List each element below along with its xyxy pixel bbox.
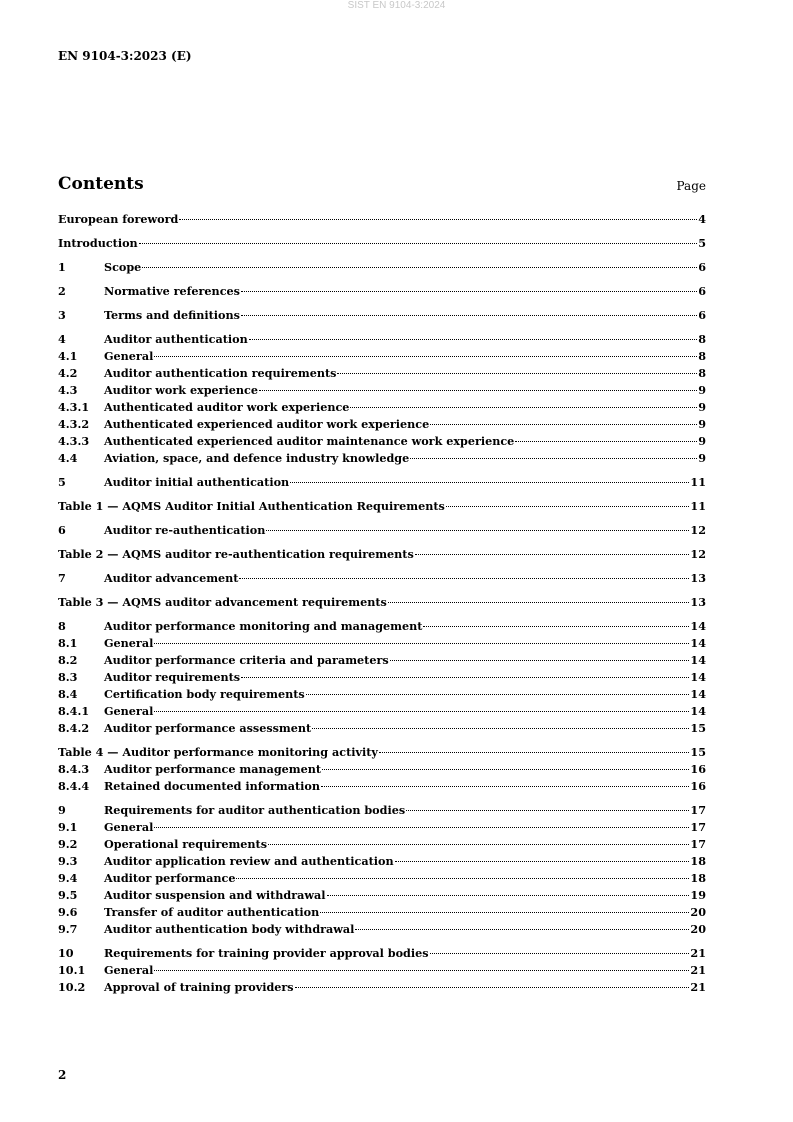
dot-leader (154, 969, 689, 971)
toc-entry-page: 16 (690, 762, 706, 776)
toc-entry-number: 4.3.1 (58, 400, 90, 414)
toc-entry-number: 4.2 (58, 366, 78, 380)
toc-entry[interactable] (58, 416, 706, 433)
toc-entry-page: 18 (690, 854, 706, 868)
toc-group (58, 307, 706, 324)
toc-entry[interactable] (58, 802, 706, 819)
toc-entry[interactable] (58, 211, 706, 228)
dot-leader (259, 389, 697, 391)
toc-entry-page: 20 (690, 922, 706, 936)
toc-entry[interactable] (58, 259, 706, 276)
toc-entry-number: 2 (58, 284, 66, 298)
toc-entry[interactable] (58, 819, 706, 836)
toc-entry-title: Requirements for training provider approval bodies (104, 946, 429, 960)
toc-entry[interactable] (58, 686, 706, 703)
toc-entry[interactable] (58, 720, 706, 737)
dot-leader (236, 877, 689, 879)
toc-entry[interactable] (58, 744, 706, 761)
toc-entry-title: General (104, 636, 154, 650)
toc-entry-page: 11 (690, 499, 706, 513)
toc-entry-title: Table 1 — AQMS Auditor Initial Authentication Requirements (58, 499, 445, 513)
toc-entry[interactable] (58, 570, 706, 587)
toc-entry[interactable] (58, 594, 706, 611)
contents-title: Contents (58, 174, 144, 194)
toc-entry-title: Auditor authentication body withdrawal (104, 922, 355, 936)
dot-leader (268, 843, 689, 845)
toc-entry-page: 5 (698, 236, 706, 250)
toc-entry-number: 9.3 (58, 854, 78, 868)
dot-leader (249, 338, 697, 340)
dot-leader (312, 727, 689, 729)
toc-entry-page: 17 (690, 820, 706, 834)
toc-entry-page: 20 (690, 905, 706, 919)
toc-entry-title: Table 4 — Auditor performance monitoring activity (58, 745, 378, 759)
dot-leader (406, 809, 689, 811)
table-of-contents (58, 211, 706, 1003)
toc-entry-number: 8.4.2 (58, 721, 90, 735)
toc-group (58, 235, 706, 252)
toc-entry[interactable] (58, 703, 706, 720)
dot-leader (430, 952, 690, 954)
toc-entry-number: 5 (58, 475, 66, 489)
toc-entry-title: Auditor authentication (104, 332, 248, 346)
toc-entry[interactable] (58, 761, 706, 778)
dot-leader (515, 440, 697, 442)
toc-entry-title: Authenticated experienced auditor maintenance work experience (104, 434, 515, 448)
toc-entry-title: Auditor suspension and withdrawal (104, 888, 326, 902)
toc-entry-title: Auditor re-authentication (104, 523, 266, 537)
dot-leader (320, 911, 689, 913)
toc-entry-number: 4.4 (58, 451, 78, 465)
toc-entry-title: Operational requirements (104, 837, 268, 851)
toc-entry-title: Aviation, space, and defence industry knowledge (104, 451, 410, 465)
dot-leader (337, 372, 697, 374)
toc-entry[interactable] (58, 921, 706, 938)
toc-entry-title: Auditor performance monitoring and management (104, 619, 423, 633)
toc-entry[interactable] (58, 962, 706, 979)
toc-entry-number: 9.7 (58, 922, 78, 936)
toc-group (58, 618, 706, 737)
toc-entry-page: 13 (690, 595, 706, 609)
toc-entry-page: 14 (690, 687, 706, 701)
toc-entry-page: 6 (698, 260, 706, 274)
toc-entry[interactable] (58, 979, 706, 996)
toc-entry-title: Terms and definitions (104, 308, 240, 322)
dot-leader (241, 314, 697, 316)
toc-entry-page: 6 (698, 308, 706, 322)
toc-entry-number: 8.4.3 (58, 762, 90, 776)
toc-entry-page: 9 (698, 383, 706, 397)
toc-entry-page: 12 (690, 523, 706, 537)
toc-entry-page: 9 (698, 451, 706, 465)
toc-entry-page: 15 (690, 745, 706, 759)
toc-entry-number: 10.1 (58, 963, 86, 977)
dot-leader (306, 693, 690, 695)
toc-entry-title: Auditor performance assessment (104, 721, 312, 735)
toc-entry[interactable] (58, 331, 706, 348)
toc-entry-number: 4.3.3 (58, 434, 90, 448)
dot-leader (322, 768, 689, 770)
toc-entry-title: Normative references (104, 284, 240, 298)
toc-entry-title: Table 3 — AQMS auditor advancement requirements (58, 595, 387, 609)
toc-entry-title: Auditor advancement (104, 571, 239, 585)
toc-entry-page: 13 (690, 571, 706, 585)
toc-group (58, 331, 706, 467)
toc-entry-number: 8.2 (58, 653, 78, 667)
toc-entry-page: 16 (690, 779, 706, 793)
toc-entry-page: 14 (690, 636, 706, 650)
toc-entry-page: 11 (690, 475, 706, 489)
toc-group (58, 802, 706, 938)
toc-entry-number: 8.3 (58, 670, 78, 684)
toc-entry-title: Transfer of auditor authentication (104, 905, 320, 919)
dot-leader (390, 659, 690, 661)
dot-leader (395, 860, 690, 862)
dot-leader (154, 826, 689, 828)
toc-group (58, 594, 706, 611)
toc-entry-title: Introduction (58, 236, 138, 250)
toc-entry-page: 18 (690, 871, 706, 885)
dot-leader (355, 928, 689, 930)
dot-leader (379, 751, 690, 753)
toc-group (58, 498, 706, 515)
toc-group (58, 474, 706, 491)
toc-entry-title: Auditor performance management (104, 762, 322, 776)
dot-leader (154, 642, 689, 644)
toc-entry-title: Auditor requirements (104, 670, 241, 684)
toc-entry-title: Auditor application review and authentication (104, 854, 394, 868)
toc-entry-page: 9 (698, 417, 706, 431)
toc-entry-number: 8 (58, 619, 66, 633)
toc-entry-number: 4.3.2 (58, 417, 90, 431)
toc-entry[interactable] (58, 498, 706, 515)
toc-entry[interactable] (58, 618, 706, 635)
dot-leader (154, 355, 697, 357)
toc-entry-page: 12 (690, 547, 706, 561)
toc-entry-page: 9 (698, 400, 706, 414)
toc-entry[interactable] (58, 522, 706, 539)
dot-leader (415, 553, 690, 555)
toc-entry[interactable] (58, 778, 706, 795)
toc-entry-page: 21 (690, 980, 706, 994)
dot-leader (446, 505, 690, 507)
toc-group (58, 744, 706, 795)
toc-entry-page: 14 (690, 670, 706, 684)
toc-entry[interactable] (58, 870, 706, 887)
toc-entry-title: General (104, 704, 154, 718)
toc-entry-number: 4.3 (58, 383, 78, 397)
toc-group (58, 283, 706, 300)
toc-entry[interactable] (58, 399, 706, 416)
toc-entry[interactable] (58, 853, 706, 870)
toc-entry-number: 9 (58, 803, 66, 817)
toc-entry-title: Auditor performance criteria and parameters (104, 653, 389, 667)
toc-entry-title: Auditor initial authentication (104, 475, 290, 489)
toc-entry[interactable] (58, 365, 706, 382)
dot-leader (241, 290, 697, 292)
toc-entry[interactable] (58, 887, 706, 904)
toc-entry-number: 8.1 (58, 636, 78, 650)
footer-page-number: 2 (58, 1068, 67, 1082)
toc-entry-page: 14 (690, 704, 706, 718)
toc-entry[interactable] (58, 474, 706, 491)
toc-entry-title: Table 2 — AQMS auditor re-authentication requirements (58, 547, 414, 561)
dot-leader (241, 676, 689, 678)
toc-entry-number: 3 (58, 308, 66, 322)
toc-group (58, 259, 706, 276)
watermark: SIST EN 9104-3:2024 (347, 0, 446, 11)
dot-leader (350, 406, 697, 408)
toc-entry-number: 1 (58, 260, 66, 274)
toc-entry-title: Auditor authentication requirements (104, 366, 337, 380)
toc-group (58, 546, 706, 563)
toc-entry-number: 9.1 (58, 820, 78, 834)
toc-entry-page: 17 (690, 803, 706, 817)
toc-entry-page: 4 (698, 212, 706, 226)
toc-entry-title: Certification body requirements (104, 687, 305, 701)
dot-leader (139, 242, 697, 244)
toc-entry-page: 9 (698, 434, 706, 448)
toc-entry-page: 21 (690, 963, 706, 977)
toc-entry-number: 9.4 (58, 871, 78, 885)
toc-entry-title: Auditor work experience (104, 383, 258, 397)
toc-entry-number: 9.6 (58, 905, 78, 919)
toc-entry-title: General (104, 349, 154, 363)
toc-entry[interactable] (58, 382, 706, 399)
toc-entry-number: 8.4.4 (58, 779, 90, 793)
toc-entry-title: Retained documented information (104, 779, 321, 793)
toc-entry-page: 17 (690, 837, 706, 851)
toc-entry-number: 9.5 (58, 888, 78, 902)
toc-entry-title: European foreword (58, 212, 179, 226)
toc-entry-title: Requirements for auditor authentication bodies (104, 803, 406, 817)
toc-entry-number: 4.1 (58, 349, 78, 363)
toc-entry[interactable] (58, 669, 706, 686)
toc-entry-number: 6 (58, 523, 66, 537)
toc-entry-page: 8 (698, 349, 706, 363)
dot-leader (239, 577, 689, 579)
toc-entry[interactable] (58, 945, 706, 962)
dot-leader (321, 785, 689, 787)
toc-entry[interactable] (58, 348, 706, 365)
toc-entry-title: Authenticated auditor work experience (104, 400, 350, 414)
toc-entry[interactable] (58, 635, 706, 652)
toc-entry-number: 9.2 (58, 837, 78, 851)
toc-entry[interactable] (58, 283, 706, 300)
dot-leader (327, 894, 690, 896)
dot-leader (154, 710, 689, 712)
dot-leader (410, 457, 697, 459)
dot-leader (388, 601, 690, 603)
toc-entry-number: 10.2 (58, 980, 86, 994)
toc-entry[interactable] (58, 450, 706, 467)
toc-entry[interactable] (58, 904, 706, 921)
toc-entry-page: 8 (698, 366, 706, 380)
dot-leader (295, 986, 690, 988)
dot-leader (266, 529, 689, 531)
toc-entry-page: 8 (698, 332, 706, 346)
toc-entry[interactable] (58, 836, 706, 853)
toc-entry-page: 14 (690, 619, 706, 633)
toc-entry-title: Approval of training providers (104, 980, 294, 994)
toc-entry-page: 6 (698, 284, 706, 298)
toc-group (58, 522, 706, 539)
toc-entry[interactable] (58, 433, 706, 450)
toc-entry-number: 8.4 (58, 687, 78, 701)
toc-group (58, 211, 706, 228)
dot-leader (179, 218, 697, 220)
toc-entry[interactable] (58, 546, 706, 563)
toc-entry-title: General (104, 820, 154, 834)
toc-entry[interactable] (58, 307, 706, 324)
dot-leader (142, 266, 697, 268)
toc-entry-number: 4 (58, 332, 66, 346)
toc-entry-page: 14 (690, 653, 706, 667)
toc-entry-title: General (104, 963, 154, 977)
toc-entry-number: 7 (58, 571, 66, 585)
page-column-label: Page (676, 179, 706, 193)
dot-leader (430, 423, 697, 425)
toc-entry-number: 10 (58, 946, 74, 960)
toc-entry-page: 15 (690, 721, 706, 735)
toc-entry-number: 8.4.1 (58, 704, 90, 718)
toc-group (58, 945, 706, 996)
toc-entry-title: Auditor performance (104, 871, 236, 885)
toc-entry[interactable] (58, 235, 706, 252)
toc-entry-title: Scope (104, 260, 142, 274)
toc-entry-page: 19 (690, 888, 706, 902)
toc-group (58, 570, 706, 587)
dot-leader (423, 625, 689, 627)
toc-entry-title: Authenticated experienced auditor work experience (104, 417, 430, 431)
dot-leader (290, 481, 689, 483)
document-id: EN 9104-3:2023 (E) (58, 49, 192, 63)
toc-entry[interactable] (58, 652, 706, 669)
toc-entry-page: 21 (690, 946, 706, 960)
